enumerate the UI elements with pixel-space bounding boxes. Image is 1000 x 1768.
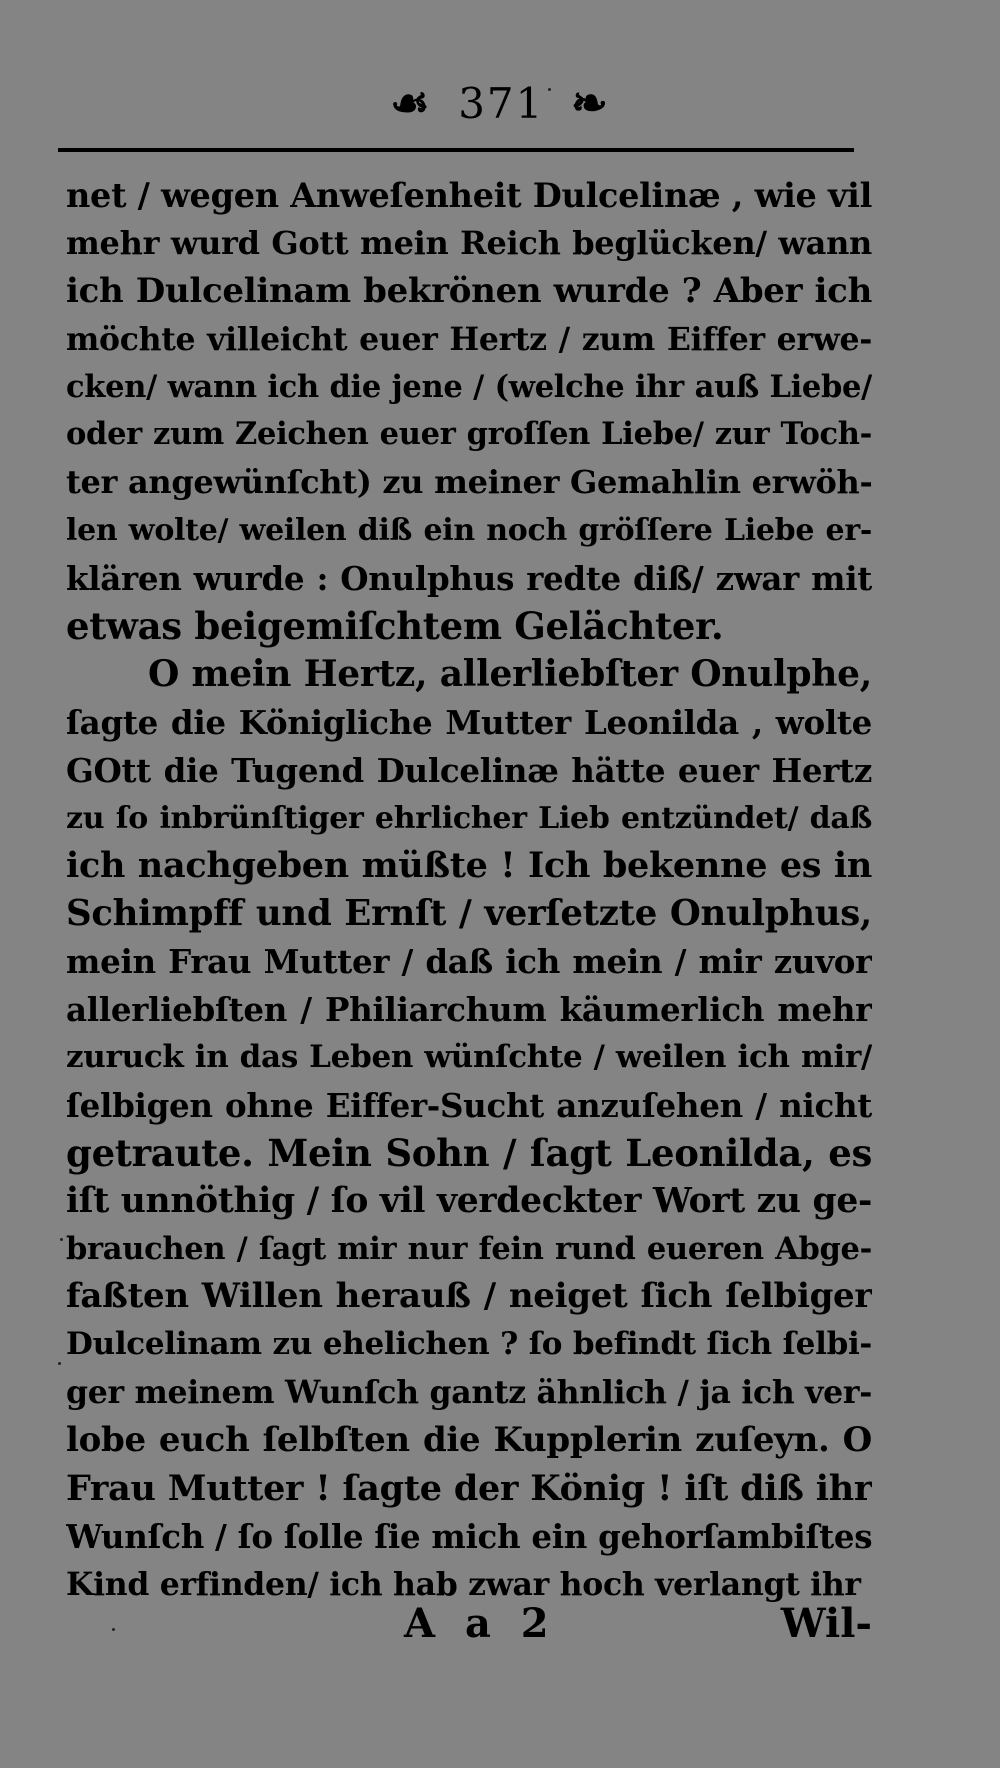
text-line: faßten Willen herauß / neiget ſich ſelbiger xyxy=(66,1276,872,1317)
page-header xyxy=(0,78,1000,129)
signature-mark: A a 2 xyxy=(404,1600,557,1647)
text-line: Schimpff und Ernſt / verſetzte Onulphus, xyxy=(66,893,872,935)
text-line: Frau Mutter ! ſagte der König ! iſt diß ihr xyxy=(66,1468,872,1510)
text-line: iſt unnöthig / ſo vil verdeckter Wort zu ge- xyxy=(66,1180,872,1221)
text-line: etwas beigemiſchtem Gelächter. xyxy=(66,604,724,649)
page-footer xyxy=(66,1600,872,1650)
text-line: klären wurde : Onulphus redte diß/ zwar mit xyxy=(66,559,872,599)
print-speck xyxy=(60,1238,63,1241)
text-line: mehr wurd Gott mein Reich beglücken/ wann xyxy=(66,223,872,262)
ornament-left-icon: ☙ xyxy=(390,78,432,129)
catchword: Wil- xyxy=(780,1600,872,1647)
text-line: lobe euch ſelbſten die Kupplerin zuſeyn. O xyxy=(66,1420,872,1461)
text-line: ich Dulcelinam bekrönen wurde ? Aber ich xyxy=(66,270,872,311)
text-line: Kind erfinden/ ich hab zwar hoch verlangt ihr xyxy=(66,1565,861,1603)
text-line: möchte villeicht euer Hertz / zum Eiffer erwe- xyxy=(66,320,872,358)
text-line: ſelbigen ohne Eiffer-Sucht anzuſehen / nicht xyxy=(66,1085,872,1125)
text-line: allerliebſten / Philiarchum käumerlich mehr xyxy=(66,990,872,1030)
ornament-right-icon: ❧ xyxy=(571,78,610,129)
text-line: Wunſch / ſo ſolle ſie mich ein gehorſambiſtes xyxy=(66,1516,872,1556)
text-line: zu ſo inbrünſtiger ehrlicher Lieb entzündet/ daß xyxy=(66,800,872,836)
text-line: len wolte/ weilen diß ein noch gröſſere Liebe er- xyxy=(66,513,872,549)
text-line: oder zum Zeichen euer groſſen Liebe/ zur Toch- xyxy=(66,416,872,453)
print-speck xyxy=(58,1362,61,1365)
text-line: getraute. Mein Sohn / ſagt Leonilda, es xyxy=(66,1130,872,1175)
header-rule xyxy=(58,148,854,152)
text-line: brauchen / ſagt mir nur fein rund eueren Abge- xyxy=(66,1230,872,1267)
text-line: ich nachgeben müßte ! Ich bekenne es in xyxy=(66,845,872,887)
text-line: zuruck in das Leben wünſchte / weilen ich mir/ xyxy=(66,1039,872,1076)
text-line: mein Frau Mutter / daß ich mein / mir zuvor xyxy=(66,942,872,982)
text-line: ter angewünſcht) zu meiner Gemahlin erwöh- xyxy=(66,463,872,502)
text-line: ſagte die Königliche Mutter Leonilda , wolte xyxy=(66,702,872,742)
text-line: ger meinem Wunſch gantz ähnlich / ja ich ver- xyxy=(66,1374,872,1412)
page-number: 371 xyxy=(458,79,545,128)
print-speck xyxy=(112,1628,115,1631)
text-line: O mein Hertz, allerliebſter Onulphe, xyxy=(148,652,872,695)
text-line: cken/ wann ich die jene / (welche ihr auß Liebe/ xyxy=(66,368,872,405)
text-line: GOtt die Tugend Dulcelinæ hätte euer Hertz xyxy=(66,750,872,790)
body-text xyxy=(66,172,872,1609)
text-line: net / wegen Anweſenheit Dulcelinæ , wie vil xyxy=(66,176,872,215)
print-speck xyxy=(548,88,551,91)
text-line: Dulcelinam zu ehelichen ? ſo befindt ſich ſelbi- xyxy=(66,1326,872,1363)
